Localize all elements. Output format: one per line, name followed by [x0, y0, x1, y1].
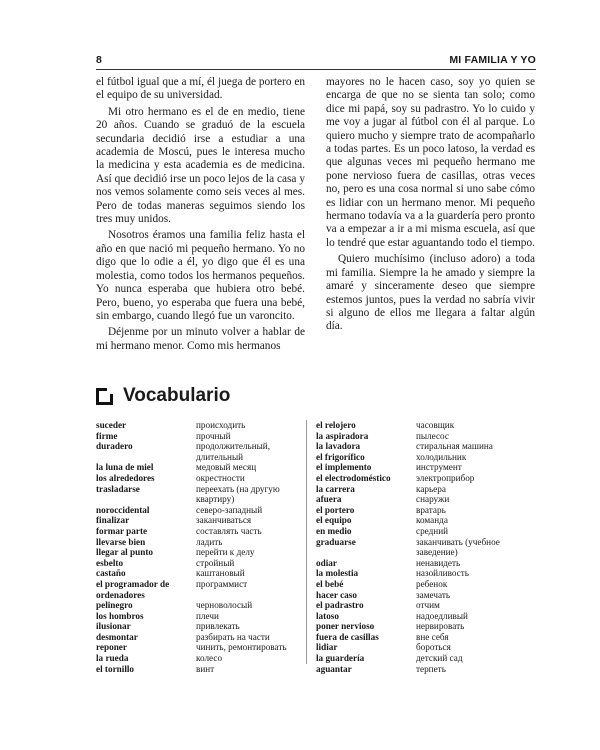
header-rule — [96, 69, 536, 70]
vocabulary-entry — [96, 632, 306, 643]
vocabulary-translation: стиральная машина — [416, 441, 493, 452]
vocabulary-term: latoso — [316, 610, 339, 621]
vocabulary-translation: холодильник — [416, 451, 467, 462]
vocabulary-entry — [96, 526, 306, 537]
vocabulary-list-left — [96, 420, 306, 674]
vocabulary-translation: заканчиваться — [196, 515, 252, 526]
vocabulary-entry — [316, 611, 536, 622]
vocabulary-term: el programador de ordenadores — [96, 578, 170, 600]
vocabulary-divider — [306, 420, 307, 664]
vocabulary-entry — [316, 441, 536, 452]
vocabulary-translation: снаружи — [416, 494, 450, 505]
vocabulary-entry — [316, 526, 536, 537]
vocabulary-translation: чинить, ремонтировать — [196, 642, 287, 653]
page-number: 8 — [96, 54, 102, 66]
vocabulary-translation: стройный — [196, 557, 235, 568]
vocabulary-translation: нервировать — [416, 621, 465, 632]
vocabulary-entry — [96, 484, 306, 505]
vocabulary-entry — [316, 473, 536, 484]
vocabulary-term: la guardería — [316, 653, 365, 664]
vocabulary-entry — [316, 642, 536, 653]
vocabulary-title: Vocabulario — [123, 385, 231, 406]
vocabulary-entry — [96, 642, 306, 653]
vocabulary-term: afuera — [316, 494, 342, 505]
vocabulary-entry — [96, 558, 306, 569]
vocabulary-translation: привлекать — [196, 621, 240, 632]
vocabulary-term: hacer caso — [316, 589, 357, 600]
paragraph: Déjenme por un minuto volver a hablar de mi hermano menor. Como mis hermanos — [96, 326, 305, 352]
vocabulary-entry — [316, 664, 536, 675]
vocabulary-translation: происходить — [196, 420, 246, 430]
vocabulary-term: la lavadora — [316, 441, 361, 452]
page-header — [96, 54, 536, 68]
vocabulary-term: duradero — [96, 441, 133, 452]
vocabulary-translation: окрестности — [196, 472, 245, 483]
vocabulary-entry — [96, 664, 306, 675]
vocabulary-entry — [96, 431, 306, 442]
vocabulary-translation: карьера — [416, 483, 446, 494]
vocabulary-translation: ребенок — [416, 578, 448, 589]
vocabulary-term: la molestia — [316, 568, 359, 579]
vocabulary-term: el frigorífico — [316, 451, 365, 462]
vocabulary-translation: средний — [416, 525, 449, 536]
vocabulary-translation: перейти к делу — [196, 547, 255, 558]
vocabulary-entry — [316, 420, 536, 431]
vocabulary-entry — [316, 653, 536, 664]
vocabulary-translation: заканчивать (учебное заведение) — [416, 536, 500, 558]
vocabulary-translation: терпеть — [416, 663, 446, 674]
paragraph: Quiero muchísimo (incluso adoro) a toda mi familia. Siempre la he amado y siempre la amaré y sinceramente deseo que siempre estemos juntos, pues la verdad no sabría vivir si alguno de ellos me llegara a faltar algún día. — [326, 253, 535, 333]
vocabulary-translation: черноволосый — [196, 600, 253, 611]
vocabulary-term: odiar — [316, 557, 337, 568]
vocabulary-term: castaño — [96, 568, 126, 579]
vocabulary-translation: пылесос — [416, 430, 449, 441]
vocabulary-term: esbelto — [96, 557, 124, 568]
vocabulary-translation: электроприбор — [416, 472, 475, 483]
checkbox-icon — [96, 388, 113, 405]
vocabulary-term: llevarse bien — [96, 536, 146, 547]
vocabulary-entry — [316, 452, 536, 463]
vocabulary-entry — [96, 653, 306, 664]
vocabulary-term: firme — [96, 430, 118, 441]
vocabulary-term: el portero — [316, 504, 355, 515]
vocabulary-term: los alrededores — [96, 472, 155, 483]
vocabulary-entry — [96, 579, 306, 600]
vocabulary-term: el electrodoméstico — [316, 472, 391, 483]
vocabulary-translation: ненавидеть — [416, 557, 461, 568]
vocabulary-entry — [96, 441, 306, 462]
vocabulary-translation: составлять часть — [196, 525, 262, 536]
vocabulary-term: noroccidental — [96, 504, 150, 515]
vocabulary-entry — [316, 515, 536, 526]
vocabulary-term: el padrastro — [316, 600, 364, 611]
vocabulary-translation: колесо — [196, 653, 223, 664]
vocabulary-term: suceder — [96, 420, 127, 430]
vocabulary-entry — [96, 473, 306, 484]
vocabulary-entry — [316, 632, 536, 643]
vocabulary-term: el implemento — [316, 462, 372, 473]
vocabulary-term: el equipo — [316, 515, 352, 526]
vocabulary-entry — [316, 621, 536, 632]
paragraph: Nosotros éramos una familia feliz hasta el año en que nació mi pequeño hermano. Yo no digo que lo odie a él, yo digo que él es una molestia, como todos los hermanos pequeños. Yo nunca esperaba que hubiera otro bebé. Pero, bueno, yo esperaba que fuera una bebé, sin embargo, cuando llegó fue un varoncito. — [96, 229, 305, 322]
vocabulary-entry — [96, 515, 306, 526]
vocabulary-term: fuera de casillas — [316, 631, 379, 642]
vocabulary-term: finalizar — [96, 515, 130, 526]
vocabulary-term: aguantar — [316, 663, 352, 674]
vocabulary-translation: инструмент — [416, 462, 462, 473]
vocabulary-translation: бороться — [416, 642, 451, 653]
vocabulary-list-right — [316, 420, 536, 674]
vocabulary-entry — [316, 431, 536, 442]
text-column-right — [326, 76, 535, 337]
vocabulary-entry — [96, 462, 306, 473]
vocabulary-entry — [316, 558, 536, 569]
vocabulary-term: el bebé — [316, 578, 344, 589]
vocabulary-translation: северо-западный — [196, 504, 263, 515]
vocabulary-translation: назойливость — [416, 568, 469, 579]
vocabulary-term: en medio — [316, 525, 352, 536]
vocabulary-term: el tornillo — [96, 663, 135, 674]
vocabulary-entry — [316, 494, 536, 505]
vocabulary-entry — [316, 590, 536, 601]
text-column-left — [96, 76, 305, 356]
vocabulary-translation: замечать — [416, 589, 451, 600]
vocabulary-entry — [316, 505, 536, 516]
vocabulary-entry — [96, 621, 306, 632]
vocabulary-term: graduarse — [316, 536, 356, 547]
vocabulary-term: trasladarse — [96, 483, 140, 494]
vocabulary-term: lidiar — [316, 642, 338, 653]
vocabulary-entry — [96, 420, 306, 431]
vocabulary-translation: переехать (на другую квартиру) — [196, 483, 280, 505]
vocabulary-entry — [96, 505, 306, 516]
vocabulary-translation: команда — [416, 515, 448, 526]
vocabulary-translation: отчим — [416, 600, 440, 611]
vocabulary-term: la carrera — [316, 483, 355, 494]
vocabulary-term: los hombros — [96, 610, 144, 621]
vocabulary-translation: часовщик — [416, 420, 455, 430]
paragraph: Mi otro hermano es el de en medio, tiene 20 años. Cuando se graduó de la escuela secundaria decidió irse a estudiar a una academia de Moscú, pues le interesa mucho la medicina y esta academia es de medicina. Así que decidió irse un poco lejos de la casa y nos vemos solamente como seis veces al mes. Pero de todas maneras seguimos siendo los tres muy unidos. — [96, 105, 305, 226]
vocabulary-term: poner nervioso — [316, 621, 375, 632]
vocabulary-translation: винт — [196, 663, 215, 674]
vocabulary-term: llegar al punto — [96, 547, 154, 558]
vocabulary-entry — [96, 600, 306, 611]
vocabulary-entry — [96, 547, 306, 558]
vocabulary-translation: продолжительный, длительный — [196, 441, 271, 462]
vocabulary-term: formar parte — [96, 525, 148, 536]
vocabulary-entry — [96, 611, 306, 622]
vocabulary-term: la rueda — [96, 653, 129, 664]
vocabulary-translation: прочный — [196, 430, 231, 441]
vocabulary-translation: разбирать на части — [196, 631, 270, 642]
vocabulary-entry — [316, 484, 536, 495]
vocabulary-translation: детский сад — [416, 653, 463, 664]
vocabulary-entry — [316, 579, 536, 590]
vocabulary-entry — [96, 537, 306, 548]
paragraph: el fútbol igual que a mí, él juega de portero en el equipo de su universidad. — [96, 76, 305, 102]
vocabulary-entry — [316, 600, 536, 611]
vocabulary-term: ilusionar — [96, 621, 131, 632]
vocabulary-translation: каштановый — [196, 568, 245, 579]
vocabulary-entry — [96, 568, 306, 579]
vocabulary-translation: надоедливый — [416, 610, 468, 621]
vocabulary-translation: ладить — [196, 536, 223, 547]
vocabulary-entry — [316, 568, 536, 579]
vocabulary-translation: программист — [196, 578, 248, 589]
vocabulary-entry — [316, 537, 536, 558]
vocabulary-term: reponer — [96, 642, 127, 653]
vocabulary-term: el relojero — [316, 420, 356, 430]
paragraph: mayores no le hacen caso, soy yo quien se encarga de que no se sienta tan solo; como dice mi papá, soy su padrastro. Yo lo cuido y me voy a jugar al fútbol con él al parque. Lo quiero mucho y siempre trato de acompañarlo a todas partes. Es un poco latoso, la verdad es que algunas veces mi pequeño hermano me pone nervioso fuera de casillas, otras veces no, pero es una cosa normal si uno sabe cómo es lidiar con un hermano menor. Mi pequeño hermano todavía va a la guardería pero pronto va a empezar a ir a mi misma escuela, así que lo tendré que estar aguantando todo el tiempo. — [326, 76, 535, 249]
vocabulary-term: la luna de miel — [96, 462, 154, 473]
vocabulary-translation: вратарь — [416, 504, 446, 515]
vocabulary-term: la aspiradora — [316, 430, 369, 441]
vocabulary-entry — [316, 462, 536, 473]
vocabulary-term: desmontar — [96, 631, 138, 642]
vocabulary-translation: вне себя — [416, 631, 449, 642]
section-title: MI FAMILIA Y YO — [449, 54, 536, 66]
vocabulary-translation: медовый месяц — [196, 462, 257, 473]
vocabulary-term: pelinegro — [96, 600, 133, 611]
vocabulary-translation: плечи — [196, 610, 219, 621]
